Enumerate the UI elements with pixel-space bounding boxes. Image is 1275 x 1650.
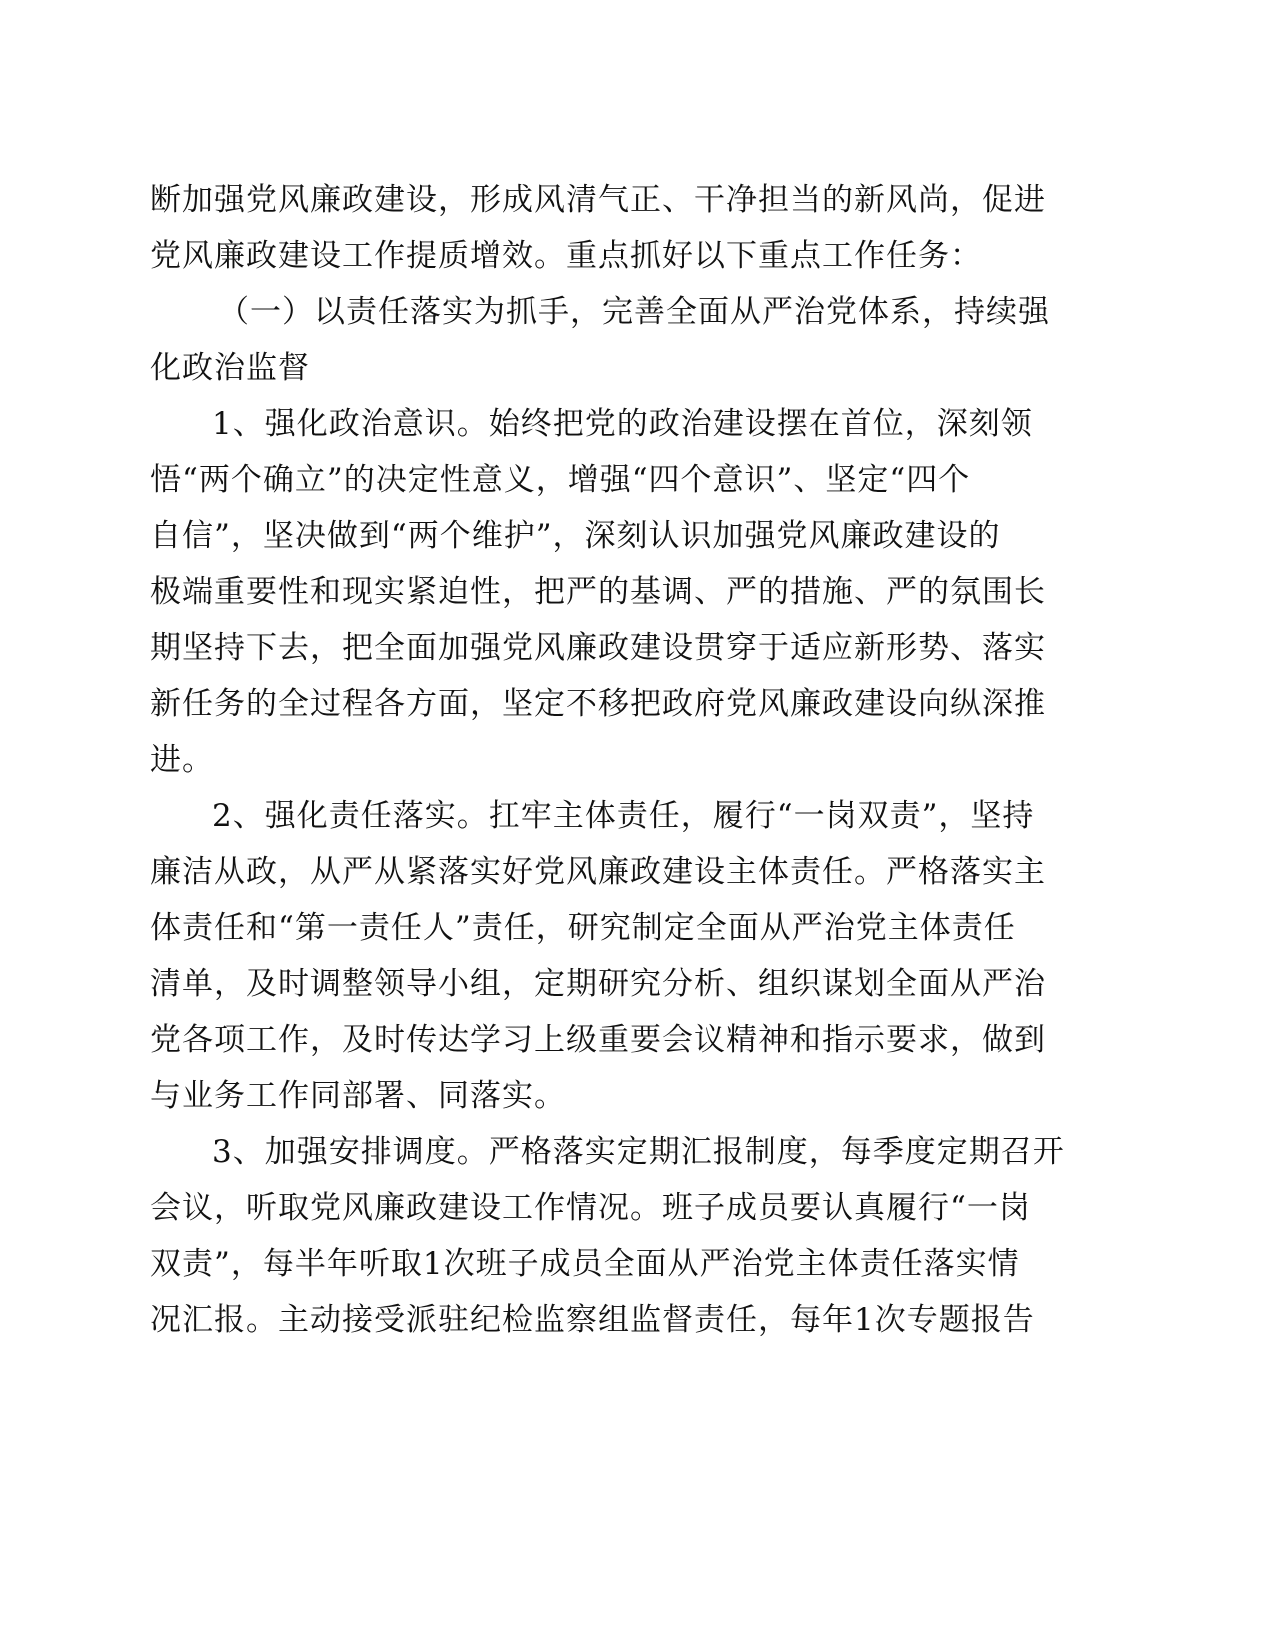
text-line: 况汇报。主动接受派驻纪检监察组监督责任，每年1次专题报告 [150,1302,1035,1338]
text-line: 与业务工作同部署、同落实。 [150,1078,566,1114]
text-line: 会议，听取党风廉政建设工作情况。班子成员要认真履行“一岗 [150,1190,1031,1226]
text-line: 极端重要性和现实紧迫性，把严的基调、严的措施、严的氛围长 [150,574,1046,610]
text-line: 体责任和“第一责任人”责任，研究制定全面从严治党主体责任 [150,910,1016,946]
text-line: 党风廉政建设工作提质增效。重点抓好以下重点工作任务： [150,238,982,274]
section-heading-continued: 化政治监督 [150,350,310,386]
text-line: 期坚持下去，把全面加强党风廉政建设贯穿于适应新形势、落实 [150,630,1046,666]
text-line: 党各项工作，及时传达学习上级重要会议精神和指示要求，做到 [150,1022,1046,1058]
text-line: 双责”，每半年听取1次班子成员全面从严治党主体责任落实情 [150,1246,1020,1282]
text-line: 新任务的全过程各方面，坚定不移把政府党风廉政建设向纵深推 [150,686,1046,722]
text-line: 悟“两个确立”的决定性意义，增强“四个意识”、坚定“四个 [150,462,971,498]
paragraph-start: 1、强化政治意识。始终把党的政治建设摆在首位，深刻领 [212,406,1033,442]
text-line: 进。 [150,742,214,778]
paragraph-start: 2、强化责任落实。扛牢主体责任，履行“一岗双责”，坚持 [212,798,1035,834]
text-line: 清单，及时调整领导小组，定期研究分析、组织谋划全面从严治 [150,966,1046,1002]
text-line: 自信”，坚决做到“两个维护”，深刻认识加强党风廉政建设的 [150,518,1001,554]
section-heading: （一）以责任落实为抓手，完善全面从严治党体系，持续强 [218,294,1050,330]
paragraph-start: 3、加强安排调度。严格落实定期汇报制度，每季度定期召开 [212,1134,1065,1170]
text-line: 廉洁从政，从严从紧落实好党风廉政建设主体责任。严格落实主 [150,854,1046,890]
text-line: 断加强党风廉政建设，形成风清气正、干净担当的新风尚，促进 [150,182,1046,218]
